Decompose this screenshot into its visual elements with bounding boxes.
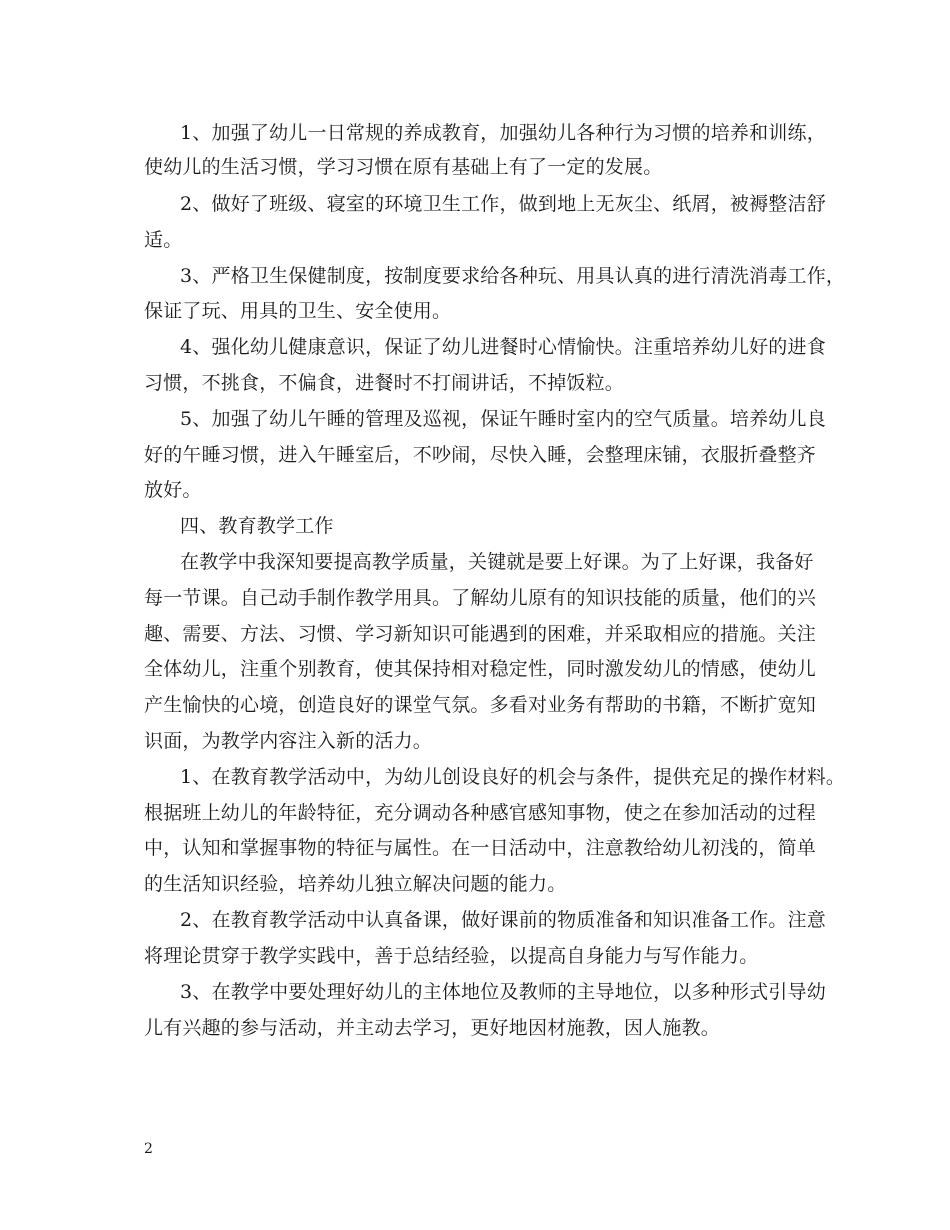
paragraph-line: 5、加强了幼儿午睡的管理及巡视，保证午睡时室内的空气质量。培养幼儿良 — [180, 408, 826, 430]
paragraph-line: 4、强化幼儿健康意识，保证了幼儿进餐时心情愉快。注重培养幼儿好的进食 — [180, 336, 826, 358]
paragraph-line: 使幼儿的生活习惯，学习习惯在原有基础上有了一定的发展。 — [144, 156, 663, 178]
paragraph-line: 根据班上幼儿的年龄特征，充分调动各种感官感知事物，使之在参加活动的过程 — [144, 802, 817, 824]
paragraph-line: 2、做好了班级、寝室的环境卫生工作，做到地上无灰尘、纸屑，被褥整洁舒 — [180, 193, 826, 215]
paragraph-line: 的生活知识经验，培养幼儿独立解决问题的能力。 — [144, 873, 567, 895]
paragraph-line: 趣、需要、方法、习惯、学习新知识可能遇到的困难，并采取相应的措施。关注 — [144, 623, 817, 645]
paragraph-line: 3、严格卫生保健制度，按制度要求给各种玩、用具认真的进行清洗消毒工作， — [180, 265, 846, 287]
paragraph-line: 适。 — [144, 229, 183, 251]
section-heading: 四、教育教学工作 — [180, 515, 334, 537]
paragraph-line: 儿有兴趣的参与活动，并主动去学习，更好地因材施教，因人施教。 — [144, 1017, 721, 1039]
paragraph-line: 全体幼儿，注重个别教育，使其保持相对稳定性，同时激发幼儿的情感，使幼儿 — [144, 658, 817, 680]
paragraph-line: 识面，为教学内容注入新的活力。 — [144, 730, 433, 752]
paragraph-line: 放好。 — [144, 479, 202, 501]
paragraph-line: 1、加强了幼儿一日常规的养成教育，加强幼儿各种行为习惯的培养和训练， — [180, 122, 826, 144]
paragraph-line: 产生愉快的心境，创造良好的课堂气氛。多看对业务有帮助的书籍，不断扩宽知 — [144, 694, 817, 716]
paragraph-line: 将理论贯穿于教学实践中，善于总结经验，以提高自身能力与写作能力。 — [144, 945, 759, 967]
paragraph-line: 在教学中我深知要提高教学质量，关键就是要上好课。为了上好课，我备好 — [180, 551, 814, 573]
paragraph-line: 1、在教育教学活动中，为幼儿创设良好的机会与条件，提供充足的操作材料。 — [180, 766, 846, 788]
paragraph-line: 保证了玩、用具的卫生、安全使用。 — [144, 300, 452, 322]
page-number: 2 — [144, 1141, 153, 1157]
paragraph-line: 好的午睡习惯，进入午睡室后，不吵闹，尽快入睡，会整理床铺，衣服折叠整齐 — [144, 444, 817, 466]
paragraph-line: 每一节课。自己动手制作教学用具。了解幼儿原有的知识技能的质量，他们的兴 — [144, 587, 817, 609]
paragraph-line: 习惯，不挑食，不偏食，进餐时不打闹讲话，不掉饭粒。 — [144, 372, 625, 394]
paragraph-line: 中，认知和掌握事物的特征与属性。在一日活动中，注意教给幼儿初浅的，简单 — [144, 837, 817, 859]
paragraph-line: 2、在教育教学活动中认真备课，做好课前的物质准备和知识准备工作。注意 — [180, 909, 826, 931]
paragraph-line: 3、在教学中要处理好幼儿的主体地位及教师的主导地位，以多种形式引导幼 — [180, 981, 826, 1003]
